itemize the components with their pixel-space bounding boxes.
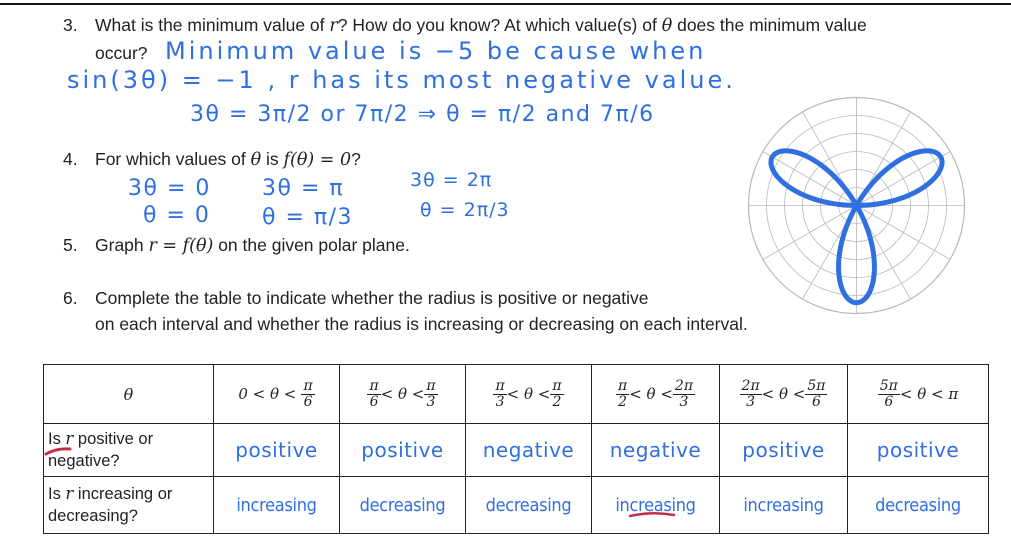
interval-3-lfrac [493,379,506,410]
question-5-number: 5. [63,235,78,255]
question-4-text-b: is [261,149,284,169]
question-4-text-a: For which values of [95,149,251,169]
question-3 [63,14,867,37]
answer-3-line2: sin(3θ) = −1 , r has its most negative value. [67,66,736,94]
question-3-text-b: ? How do you know? At which value(s) of [337,15,662,35]
table-header-row [44,365,989,424]
sign-cell-1-value: positive [235,438,318,462]
interval-3-lnum: π [495,377,505,394]
answer-4-a2: θ = 0 [143,203,211,228]
top-border [0,3,1011,5]
interval-5-rden: 6 [811,393,821,410]
mono-cell-4-value: increasing [615,494,696,516]
red-underline-mark [44,444,74,458]
question-6-line1: Complete the table to indicate whether the radius is positive or negative [95,288,649,308]
row-sign-label-b: positive or [73,430,154,448]
header-interval-6 [848,365,989,424]
interval-2-lfrac [367,379,380,410]
interval-4-rfrac [673,379,695,410]
mono-cell-1-value: increasing [236,494,317,516]
answer-3-line1: Minimum value is −5 be cause when [165,37,707,65]
answer-4-b2: θ = π/3 [262,205,354,230]
sign-cell-4 [592,424,720,477]
header-interval-5 [720,365,848,424]
interval-1-den: 6 [303,393,313,410]
row-monotonic-label-a: Is [48,485,66,503]
mono-cell-3 [466,477,592,534]
interval-2-rnum: π [426,377,436,394]
interval-2-lden: 6 [369,393,379,410]
interval-2-rfrac [424,379,437,410]
question-5-expr: r = f(θ) [148,236,214,256]
table-row-sign [44,424,989,477]
interval-4-lnum: π [617,377,628,394]
question-4-number: 4. [63,149,78,169]
red-overline-mark [628,510,678,520]
header-interval-3 [466,365,592,424]
interval-4-mid: < θ < [629,384,673,403]
interval-2-rden: 3 [426,393,436,410]
interval-1-num: π [303,377,313,394]
row-sign-label-a: Is [48,430,66,448]
header-interval-2 [340,365,466,424]
question-3-text-a: What is the minimum value of [95,15,330,35]
interval-1-frac [301,379,314,410]
sign-cell-5-value: positive [742,438,825,462]
mono-cell-2 [340,477,466,534]
question-5-text-a: Graph [95,235,149,255]
row-sign-label-r: r [65,429,74,448]
question-4-var-theta: θ [250,150,262,170]
question-4-expr: f(θ) = 0 [283,150,352,170]
answer-3-line3: 3θ = 3π/2 or 7π/2 ⇒ θ = π/2 and 7π/6 [190,102,655,127]
row-monotonic-label-c: decreasing? [48,507,138,525]
mono-cell-5-value: increasing [743,494,824,516]
question-3-line2: occur? [95,43,148,63]
sign-cell-2-value: positive [361,438,444,462]
interval-4-lfrac [616,379,629,410]
sign-cell-5 [720,424,848,477]
row-monotonic-label-r: r [65,484,74,503]
question-5-text-b: on the given polar plane. [213,235,410,255]
interval-5-lden: 3 [746,393,756,410]
interval-5-rfrac [805,379,827,410]
answer-4-c2: θ = 2π/3 [420,199,510,221]
answer-4-a1: 3θ = 0 [128,176,211,201]
question-6-line2: on each interval and whether the radius is increasing or decreasing on each interval. [95,314,748,334]
interval-5-lfrac [740,379,762,410]
interval-4-rnum: 2π [674,377,694,394]
sign-cell-3-value: negative [482,438,575,462]
mono-cell-1 [214,477,340,534]
interval-3-rden: 2 [552,393,562,410]
interval-6-mid: < θ < π [899,384,959,403]
question-4 [63,148,361,171]
row-monotonic-label-b: increasing or [73,485,173,503]
mono-cell-3-value: decreasing [485,494,572,516]
interval-5-lnum: 2π [741,377,760,394]
question-6-number: 6. [63,288,78,308]
interval-6-lden: 6 [884,393,894,410]
interval-2-mid: < θ < [380,384,425,403]
interval-3-rfrac [550,379,563,410]
interval-5-mid: < θ < [761,384,806,403]
question-3-var-r: r [329,16,338,36]
mono-cell-5 [720,477,848,534]
mono-cell-6-value: decreasing [875,494,961,516]
answer-4-c1: 3θ = 2π [410,169,493,191]
question-3-number: 3. [63,15,78,35]
sign-cell-2 [340,424,466,477]
question-3-text-c: does the minimum value [672,15,867,35]
sign-cell-3 [466,424,592,477]
mono-cell-6 [848,477,989,534]
sign-cell-1 [214,424,340,477]
interval-4-rden: 3 [679,393,689,410]
mono-cell-4 [592,477,720,534]
header-theta: θ [44,365,214,424]
table-row-monotonic [44,477,989,534]
polar-plane [744,93,969,318]
interval-4-lden: 2 [618,393,628,410]
interval-1-left: 0 < θ < [238,384,297,403]
header-interval-1 [214,365,340,424]
interval-3-mid: < θ < [506,384,551,403]
mono-cell-2-value: decreasing [359,494,446,516]
sign-cell-4-value: negative [609,438,702,462]
interval-6-lfrac [878,379,900,410]
interval-2-lnum: π [369,377,379,394]
sign-cell-6 [848,424,989,477]
question-5 [63,234,410,257]
row-sign-label-c: negative? [48,452,120,470]
row-monotonic-label [44,477,214,534]
sign-table [43,364,989,534]
sign-cell-6-value: positive [876,438,960,462]
interval-5-rnum: 5π [807,377,826,394]
interval-3-lden: 3 [495,393,505,410]
header-interval-4 [592,365,720,424]
question-3-var-theta: θ [661,16,673,36]
interval-3-rnum: π [552,377,562,394]
question-6 [63,287,649,309]
answer-4-b1: 3θ = π [262,176,345,201]
interval-6-lnum: 5π [879,377,898,394]
question-4-text-c: ? [351,149,361,169]
